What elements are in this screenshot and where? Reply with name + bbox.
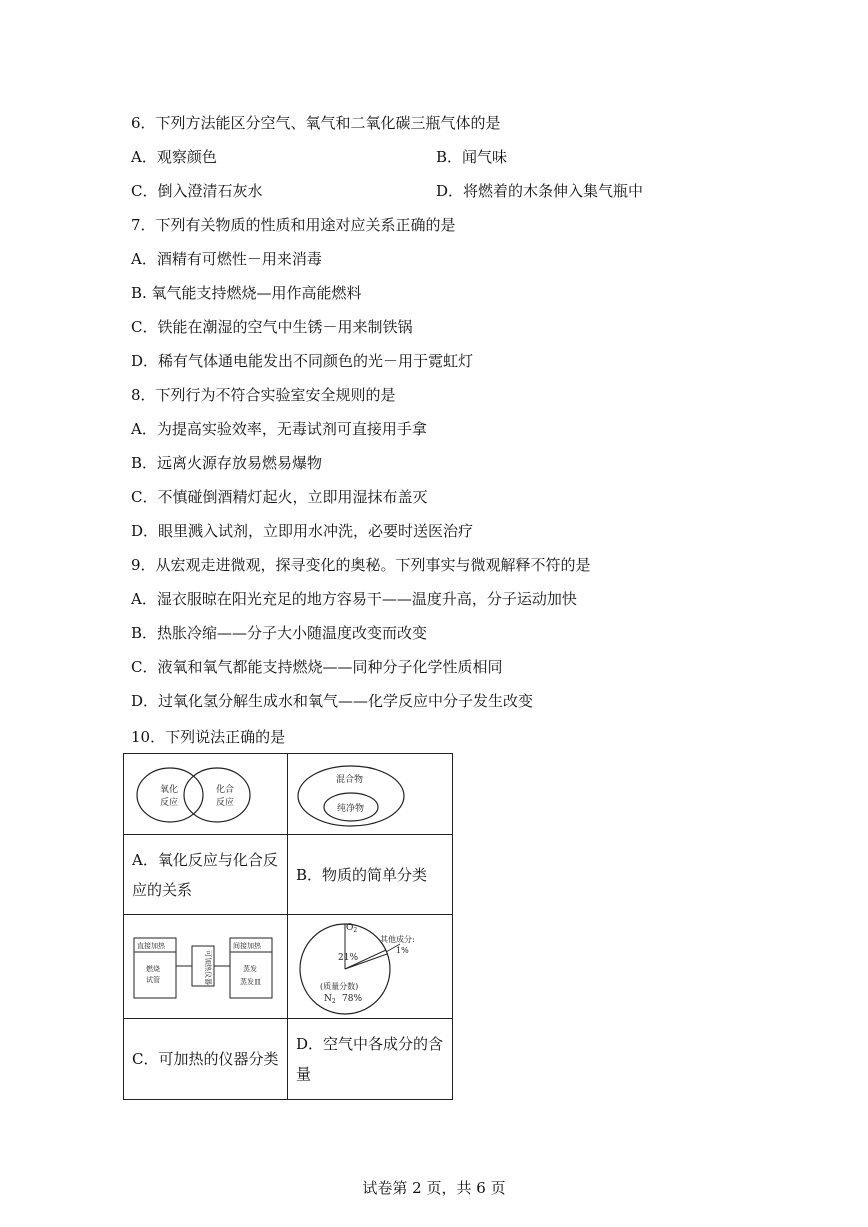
pie-o2-value: 21% [338, 952, 359, 963]
figure-a-venn [124, 755, 286, 834]
left-box-title: 直接加热 [137, 941, 165, 950]
question-7-option-c: C．铁能在潮湿的空气中生锈－用来制铁锅 [131, 318, 413, 336]
caption-a-line-2: 应的关系 [132, 880, 193, 899]
question-6-option-a: A．观察颜色 [131, 148, 217, 166]
figure-d-air-composition-pie [288, 916, 451, 1018]
question-7-option-a: A．酒精有可燃性－用来消毒 [131, 250, 322, 268]
caption-a-line-1: A．氧化反应与化合反 [132, 850, 278, 869]
question-8-stem: 8．下列行为不符合实验室安全规则的是 [131, 386, 396, 404]
figure-b-cell [288, 754, 453, 835]
caption-b [288, 835, 453, 915]
page-footer: 试卷第 2 页，共 6 页 [362, 1179, 506, 1197]
question-8-option-b: B．远离火源存放易燃易爆物 [131, 454, 323, 472]
middle-box-label: 可加热仪器 [204, 949, 212, 985]
venn-right-label-1: 化合 [216, 784, 235, 795]
figure-b-nested-ellipses [288, 755, 451, 834]
question-9-stem: 9．从宏观走进微观，探寻变化的奥秘。下列事实与微观解释不符的是 [131, 556, 591, 574]
question-9-option-b: B．热胀冷缩——分子大小随温度改变而改变 [131, 624, 428, 642]
question-10-stem: 10．下列说法正确的是 [131, 728, 286, 746]
caption-d [288, 1019, 453, 1100]
venn-left-label-2: 反应 [160, 797, 179, 808]
caption-d-line-1: D．空气中各成分的含 [296, 1035, 444, 1053]
caption-c [124, 1019, 288, 1100]
question-6-option-b: B．闻气味 [436, 148, 508, 166]
pie-other-label: 其他成分: [380, 934, 415, 944]
right-box-body-2: 蒸发皿 [240, 977, 261, 986]
venn-right-circle [184, 768, 250, 822]
figure-c-classification [124, 916, 286, 1018]
question-6-stem: 6．下列方法能区分空气、氧气和二氧化碳三瓶气体的是 [131, 114, 501, 132]
question-7-option-b: B. 氧气能支持燃烧—用作高能燃料 [131, 284, 362, 302]
figure-a-cell [124, 754, 288, 835]
question-6-option-c: C．倒入澄清石灰水 [131, 182, 263, 200]
question-7-stem: 7．下列有关物质的性质和用途对应关系正确的是 [131, 216, 456, 234]
left-box-body-1: 燃烧 [146, 964, 160, 973]
question-8-option-a: A．为提高实验效率，无毒试剂可直接用手拿 [131, 420, 427, 438]
inner-ellipse-label: 纯净物 [337, 803, 365, 814]
question-8-option-d: D．眼里溅入试剂，立即用水冲洗，必要时送医治疗 [131, 522, 474, 540]
caption-a [124, 835, 288, 915]
question-7-option-d: D．稀有气体通电能发出不同颜色的光－用于霓虹灯 [131, 352, 474, 370]
pie-n2-label: $N_2$ [324, 993, 336, 1005]
venn-right-label-2: 反应 [216, 797, 235, 808]
caption-c-line: C．可加热的仪器分类 [132, 1050, 279, 1068]
question-6-option-d: D．将燃着的木条伸入集气瓶中 [436, 182, 644, 200]
pie-n2-note: (质量分数) [320, 981, 359, 991]
figure-d-cell [288, 915, 453, 1019]
venn-left-label-1: 氧化 [160, 784, 179, 795]
right-box-title: 间接加热 [233, 941, 261, 950]
caption-d-line-2: 量 [296, 1065, 312, 1083]
right-box-body-1: 蒸发 [243, 964, 257, 973]
question-8-option-c: C．不慎碰倒酒精灯起火，立即用湿抹布盖灭 [131, 488, 428, 506]
figure-c-cell [124, 915, 288, 1019]
pie-other-value: 1% [396, 945, 409, 955]
question-9-option-c: C．液氧和氧气都能支持燃烧——同种分子化学性质相同 [131, 658, 503, 676]
question-9-option-d: D．过氧化氢分解生成水和氧气——化学反应中分子发生改变 [131, 692, 534, 710]
question-10-table [123, 753, 453, 1100]
pie-o2-label: $O_2$ [346, 922, 358, 934]
caption-b-line: B．物质的简单分类 [296, 865, 428, 884]
left-box-body-2: 试管 [146, 975, 160, 984]
outer-ellipse-label: 混合物 [336, 774, 364, 785]
question-9-option-a: A．湿衣服晾在阳光充足的地方容易干——温度升高，分子运动加快 [131, 590, 577, 608]
pie-n2-value: 78% [342, 993, 363, 1004]
